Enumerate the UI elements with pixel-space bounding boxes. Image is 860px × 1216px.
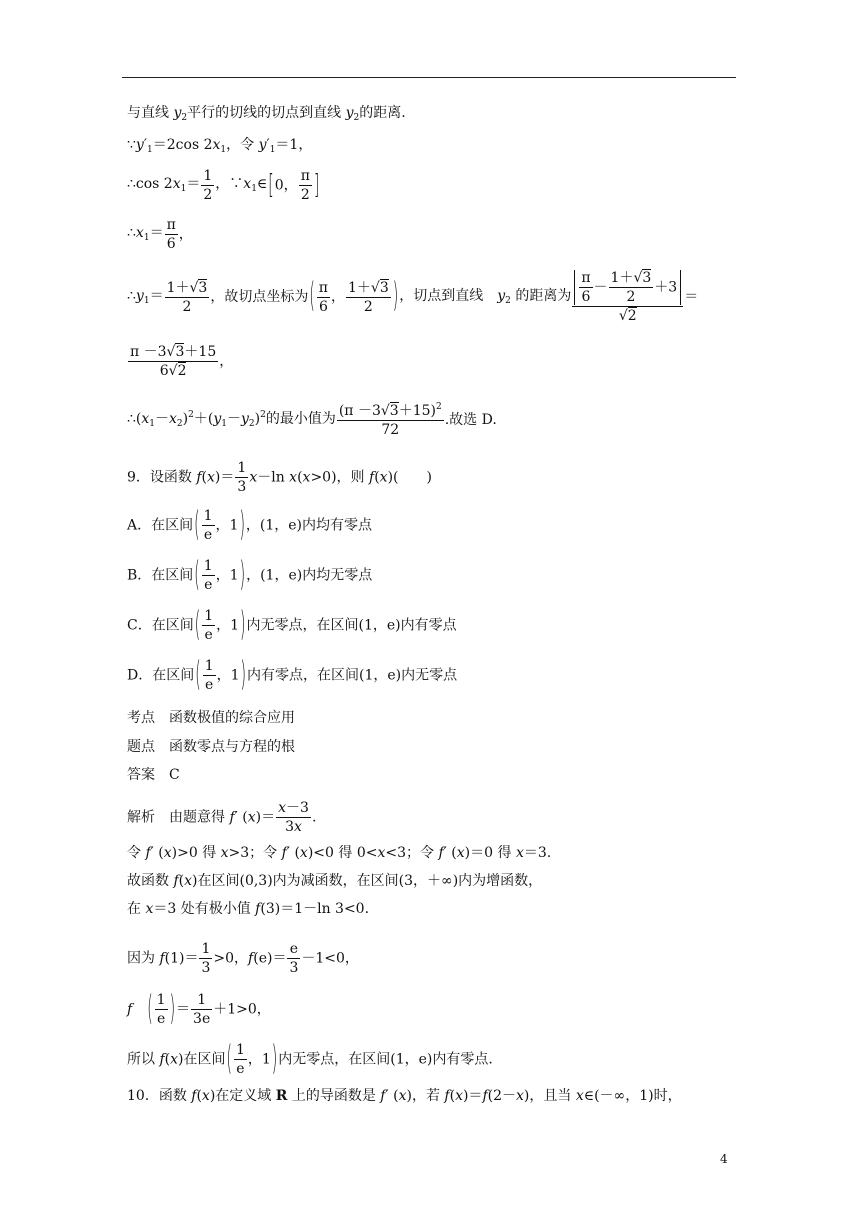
solution-step-5: f ( $\frac{1}{e}$ )＝ $\frac{1}{3e}$ ＋1>0， bbox=[127, 990, 271, 1029]
page-number: 4 bbox=[720, 1152, 728, 1166]
analysis-line: 解析 由题意得 f′ (x)＝ $\frac{x-3}{3x}$ . bbox=[127, 800, 317, 836]
text-line-2: $\because y'_1=2\cos$ $2x_1$，令 $y'_1=1$， bbox=[127, 137, 313, 155]
option-b: B．在区间( $\frac{1}{e}$ ，1)，(1，e)内均无零点 bbox=[127, 556, 373, 595]
header-rule bbox=[122, 77, 736, 78]
text-line-1: 与直线 $y_2$平行的切线的切点到直线 $y_2$的距离. bbox=[127, 105, 406, 123]
solution-step-4: 因为 f(1)＝ $\frac{1}{3}$ >0，f(e)＝ $\frac{e}{3}$ －1<0， bbox=[127, 941, 359, 977]
solution-step-2: 故函数 f(x)在区间(0,3)内为减函数，在区间(3，＋∞)内为增函数， bbox=[127, 873, 543, 889]
text-line-3: ∴cos $2x_1=$ $\frac{1}{2}$ ，$\because x_1\in[0$， $\frac{\pi}{2}$ ] bbox=[127, 168, 320, 204]
question-9: 9．设函数 f(x)＝ $\frac{1}{3}$ x－ln x(x>0)，则 f(x)( ) bbox=[127, 460, 432, 496]
solution-step-3: 在 x＝3 处有极小值 f(3)＝1－ln 3<0. bbox=[127, 901, 370, 917]
solution-step-1: 令 f′ (x)>0 得 x>3；令 f′ (x)<0 得 0<x<3；令 f′ (x)＝0 得 x＝3. bbox=[127, 845, 552, 861]
solution-conclusion: 所以 f(x)在区间( $\frac{1}{e}$ ，1)内无零点，在区间(1，e)内有零点. bbox=[127, 1040, 493, 1079]
option-d: D．在区间( $\frac{1}{e}$ ，1)内有零点，在区间(1，e)内无零点 bbox=[127, 656, 458, 695]
option-c: C．在区间( $\frac{1}{e}$ ，1)内无零点，在区间(1，e)内有零点 bbox=[127, 606, 457, 645]
kaodian-line: 考点 函数极值的综合应用 bbox=[127, 710, 295, 726]
option-a: A．在区间( $\frac{1}{e}$ ，1)，(1，e)内均有零点 bbox=[127, 506, 373, 545]
tidian-line: 题点 函数零点与方程的根 bbox=[127, 739, 295, 755]
question-10: 10．函数 f(x)在定义域 R 上的导函数是 f′ (x)，若 f(x)＝f(2－x)，且当 x∈(－∞，1)时， bbox=[127, 1088, 682, 1104]
text-line-4: $\therefore x_1=$ $\frac{\pi}{6}$ ， bbox=[127, 217, 193, 253]
answer-line: 答案 C bbox=[127, 767, 180, 783]
text-line-6: $\frac{\pi -3√3+15}{6√2}$ ， bbox=[130, 344, 234, 380]
text-line-5: $\therefore y_1=$ $\frac{1+√3}{2}$ ，故切点坐标为( $\frac{\pi}{6}$ ， $\frac{1+√3}{2}$ )，切点到直线 $y_2$ 的距离为 $\frac{\pi}{6}$ － $\frac{1+√3}{2}$ ＋3 √2 ＝ bbox=[127, 270, 699, 325]
text-line-7: $\therefore(x_1-x_2)^2+(y_1-y_2)^2$的最小值为 $\frac{(\pi -3√3+15)^2}{72}$ .故选 D. bbox=[127, 402, 497, 439]
